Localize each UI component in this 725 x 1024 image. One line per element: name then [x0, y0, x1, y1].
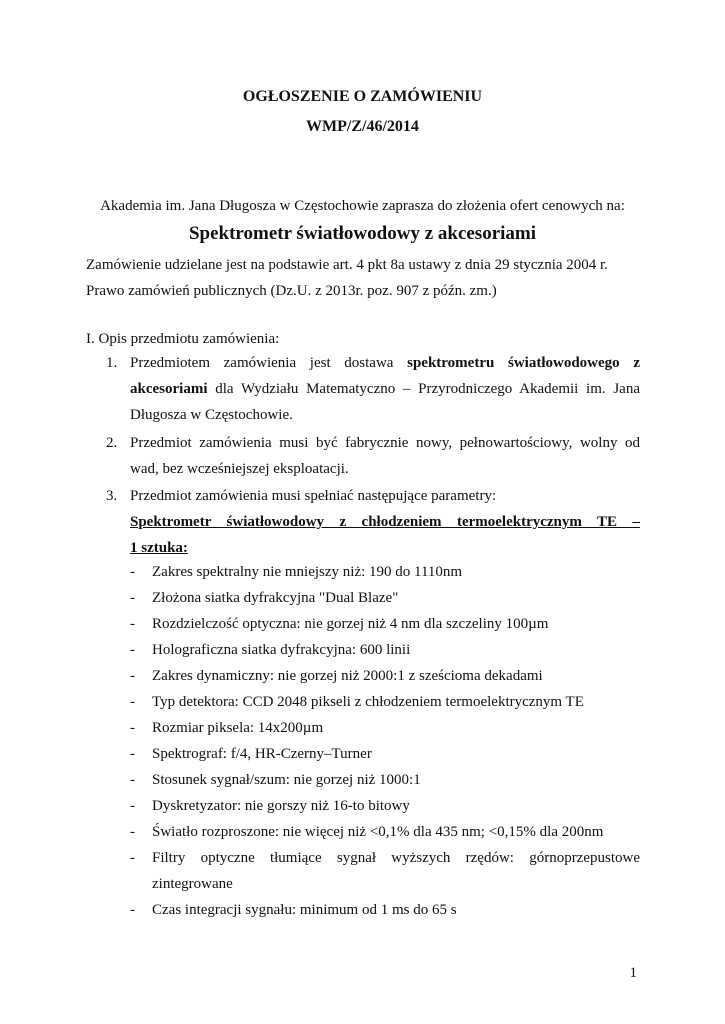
parameter-text: Dyskretyzator: nie gorszy niż 16-to bitowy [152, 798, 410, 814]
parameter-item [130, 585, 640, 611]
item-number: 1. [106, 355, 118, 371]
page-number: 1 [629, 965, 637, 981]
parameter-text: Złożona siatka dyfrakcyjna "Dual Blaze" [152, 590, 399, 606]
parameter-item [130, 559, 640, 585]
parameter-text: Rozdzielczość optyczna: nie gorzej niż 4 nm dla szczeliny 100µm [152, 616, 549, 632]
bullet-dash: - [130, 642, 135, 658]
parameter-text: Spektrograf: f/4, HR-Czerny–Turner [152, 746, 372, 762]
item-text: Przedmiot zamówienia musi być fabrycznie nowy, pełnowartościowy, wolny od wad, bez wcześniejszej eksploatacji. [130, 435, 640, 477]
parameter-item [130, 689, 640, 715]
reference-number: WMP/Z/46/2014 [306, 118, 419, 135]
item-text-post: dla Wydziału Matematyczno – Przyrodniczego Akademii im. Jana Długosza w Częstochowie. [130, 381, 640, 423]
parameter-item [130, 793, 640, 819]
item-text: Przedmiot zamówienia musi spełniać następujące parametry: [130, 488, 497, 504]
item-number: 2. [106, 435, 118, 451]
bullet-dash: - [130, 668, 135, 684]
parameter-text: Typ detektora: CCD 2048 pikseli z chłodzeniem termoelektrycznym TE [152, 694, 584, 710]
item-text-bold: spektrometru światłowodowego z akcesoriami [130, 355, 640, 397]
bullet-dash: - [130, 694, 135, 710]
list-item [106, 430, 640, 482]
parameter-item [130, 767, 640, 793]
bullet-dash: - [130, 564, 135, 580]
parameter-list [130, 559, 640, 923]
parameter-text: Czas integracji sygnału: minimum od 1 ms do 65 s [152, 902, 457, 918]
bullet-dash: - [130, 772, 135, 788]
parameter-item [130, 637, 640, 663]
parameter-item [130, 897, 640, 923]
parameter-item [130, 663, 640, 689]
spec-title [130, 509, 640, 561]
parameter-text: Zakres dynamiczny: nie gorzej niż 2000:1 z sześcioma dekadami [152, 668, 543, 684]
parameter-text: Stosunek sygnał/szum: nie gorzej niż 1000:1 [152, 772, 421, 788]
intro-text: Akademia im. Jana Długosza w Częstochowie zaprasza do złożenia ofert cenowych na: [100, 198, 625, 214]
bullet-dash: - [130, 850, 135, 866]
bullet-dash: - [130, 824, 135, 840]
item-text-pre: Przedmiotem zamówienia jest dostawa [130, 355, 408, 371]
parameter-text: Rozmiar piksela: 14x200µm [152, 720, 324, 736]
parameter-item [130, 845, 640, 897]
bullet-dash: - [130, 720, 135, 736]
item-text [130, 350, 640, 428]
bullet-dash: - [130, 902, 135, 918]
bullet-dash: - [130, 746, 135, 762]
bullet-dash: - [130, 616, 135, 632]
subject-title: Spektrometr światłowodowy z akcesoriami [188, 223, 537, 244]
parameter-text: Zakres spektralny nie mniejszy niż: 190 do 1110nm [152, 564, 463, 580]
bullet-dash: - [130, 590, 135, 606]
spec-title-line2: 1 sztuka: [130, 540, 188, 556]
list-item [106, 350, 640, 428]
parameter-item [130, 715, 640, 741]
list-item [106, 483, 640, 509]
section-title: I. Opis przedmiotu zamówienia: [86, 331, 280, 347]
parameter-item [130, 741, 640, 767]
parameter-text: Światło rozproszone: nie więcej niż <0,1% dla 435 nm; <0,15% dla 200nm [152, 824, 604, 840]
legal-basis: Zamówienie udzielane jest na podstawie art. 4 pkt 8a ustawy z dnia 29 stycznia 2004 r. Prawo zamówień publicznych (Dz.U. z 2013r. poz. 907 z późn. zm.) [86, 257, 608, 299]
spec-title-line1: Spektrometr światłowodowy z chłodzeniem termoelektrycznym TE – [130, 514, 640, 530]
bullet-dash: - [130, 798, 135, 814]
parameter-text: Filtry optyczne tłumiące sygnał wyższych rzędów: górnoprzepustowe zintegrowane [152, 850, 640, 892]
item-number: 3. [106, 488, 118, 504]
parameter-item [130, 819, 640, 845]
parameter-text: Holograficzna siatka dyfrakcyjna: 600 linii [152, 642, 411, 658]
document-title: OGŁOSZENIE O ZAMÓWIENIU [242, 88, 483, 105]
parameter-item [130, 611, 640, 637]
